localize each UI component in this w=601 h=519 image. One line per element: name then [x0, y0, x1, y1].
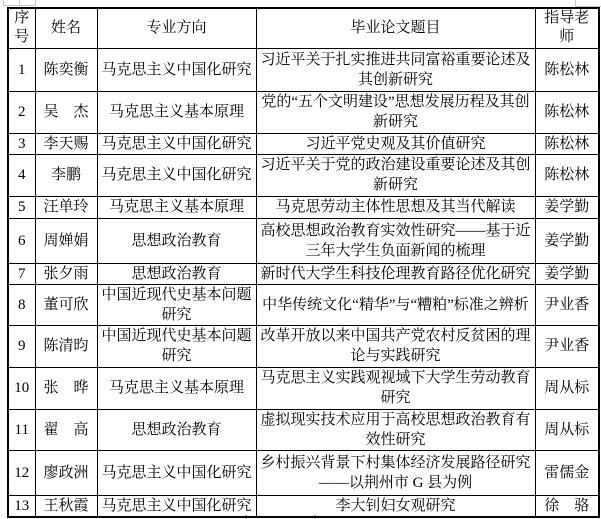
cell-advisor[interactable]: 尹业香 [535, 284, 599, 325]
table-row [8, 495, 599, 517]
table-row [8, 367, 599, 409]
cell-major[interactable]: 马克思主义中国化研究 [97, 133, 256, 154]
cell-advisor[interactable]: 雷儒金 [535, 450, 599, 495]
cell-title[interactable]: 习近平关于党的政治建设重要论述及其创新研究 [256, 154, 535, 196]
crop-artifact-top-left-2 [19, 0, 36, 6]
cell-title[interactable]: 李大钊妇女观研究 [256, 495, 535, 517]
cell-major[interactable]: 思想政治教育 [97, 409, 256, 450]
table-row [8, 48, 599, 91]
table-row [8, 409, 599, 450]
cell-title[interactable]: 习近平关于扎实推进共同富裕重要论述及其创新研究 [256, 48, 535, 91]
thesis-assignment-table [7, 7, 600, 518]
cell-advisor[interactable]: 陈松林 [535, 133, 599, 154]
cell-title[interactable]: 新时代大学生科技伦理教育路径优化研究 [256, 263, 535, 284]
cell-advisor[interactable]: 姜学勤 [535, 263, 599, 284]
cell-name[interactable]: 陈清昀 [35, 325, 97, 367]
cell-name[interactable]: 李天赐 [35, 133, 97, 154]
table-row [8, 196, 599, 218]
cell-title[interactable]: 高校思想政治教育实效性研究——基于近三年大学生负面新闻的梳理 [256, 218, 535, 263]
cell-no[interactable]: 2 [8, 91, 35, 133]
cell-advisor[interactable]: 徐 骆 [535, 495, 599, 517]
cell-advisor[interactable]: 尹业香 [535, 325, 599, 367]
cell-no[interactable]: 6 [8, 218, 35, 263]
table-row [8, 450, 599, 495]
table-row [8, 133, 599, 154]
table-row [8, 91, 599, 133]
crop-artifact-top-right [575, 0, 601, 7]
cell-major[interactable]: 马克思主义基本原理 [97, 196, 256, 218]
cell-name[interactable]: 翟 高 [35, 409, 97, 450]
cell-major[interactable]: 马克思主义中国化研究 [97, 450, 256, 495]
cell-title[interactable]: 虚拟现实技术应用于高校思想政治教育有效性研究 [256, 409, 535, 450]
cell-major[interactable]: 思想政治教育 [97, 218, 256, 263]
table-row [8, 218, 599, 263]
cell-no[interactable]: 13 [8, 495, 35, 517]
cell-title[interactable]: 马克思劳动主体性思想及其当代解读 [256, 196, 535, 218]
col-header-advisor[interactable]: 指导老师 [535, 8, 599, 48]
table-row [8, 325, 599, 367]
col-header-major[interactable]: 专业方向 [97, 8, 256, 48]
cell-no[interactable]: 12 [8, 450, 35, 495]
cell-title[interactable]: 党的“五个文明建设”思想发展历程及其创新研究 [256, 91, 535, 133]
cell-no[interactable]: 5 [8, 196, 35, 218]
table-row [8, 263, 599, 284]
cell-advisor[interactable]: 周从标 [535, 367, 599, 409]
cell-name[interactable]: 李鹏 [35, 154, 97, 196]
cell-title[interactable]: 乡村振兴背景下村集体经济发展路径研究——以荆州市 G 县为例 [256, 450, 535, 495]
cell-name[interactable]: 陈奕衡 [35, 48, 97, 91]
cell-name[interactable]: 汪单玲 [35, 196, 97, 218]
cell-advisor[interactable]: 姜学勤 [535, 218, 599, 263]
cell-advisor[interactable]: 陈松林 [535, 154, 599, 196]
cell-major[interactable]: 马克思主义基本原理 [97, 91, 256, 133]
cell-title[interactable]: 马克思主义实践观视域下大学生劳动教育研究 [256, 367, 535, 409]
cell-no[interactable]: 7 [8, 263, 35, 284]
cell-title[interactable]: 习近平党史观及其价值研究 [256, 133, 535, 154]
cell-name[interactable]: 张夕雨 [35, 263, 97, 284]
col-header-title[interactable]: 毕业论文题目 [256, 8, 535, 48]
cell-no[interactable]: 3 [8, 133, 35, 154]
cell-major[interactable]: 中国近现代史基本问题研究 [97, 325, 256, 367]
cell-no[interactable]: 1 [8, 48, 35, 91]
cell-name[interactable]: 董可欣 [35, 284, 97, 325]
cell-no[interactable]: 8 [8, 284, 35, 325]
cell-major[interactable]: 马克思主义中国化研究 [97, 154, 256, 196]
cell-no[interactable]: 9 [8, 325, 35, 367]
cell-major[interactable]: 马克思主义中国化研究 [97, 48, 256, 91]
cell-no[interactable]: 11 [8, 409, 35, 450]
cell-advisor[interactable]: 陈松林 [535, 91, 599, 133]
cell-no[interactable]: 4 [8, 154, 35, 196]
cell-name[interactable]: 张 晔 [35, 367, 97, 409]
cell-name[interactable]: 王秋霞 [35, 495, 97, 517]
cell-title[interactable]: 中华传统文化“精华”与“糟粕”标准之辨析 [256, 284, 535, 325]
header-row [8, 8, 599, 48]
col-header-name[interactable]: 姓名 [35, 8, 97, 48]
col-header-no[interactable]: 序号 [8, 8, 35, 48]
cell-name[interactable]: 吴 杰 [35, 91, 97, 133]
cell-major[interactable]: 马克思主义中国化研究 [97, 495, 256, 517]
table-row [8, 284, 599, 325]
table-row [8, 154, 599, 196]
cell-title[interactable]: 改革开放以来中国共产党农村反贫困的理论与实践研究 [256, 325, 535, 367]
crop-artifact-top-left-1 [3, 0, 20, 6]
cell-name[interactable]: 廖政洲 [35, 450, 97, 495]
cell-name[interactable]: 周婵娟 [35, 218, 97, 263]
cell-advisor[interactable]: 姜学勤 [535, 196, 599, 218]
cell-advisor[interactable]: 周从标 [535, 409, 599, 450]
cell-major[interactable]: 思想政治教育 [97, 263, 256, 284]
cell-advisor[interactable]: 陈松林 [535, 48, 599, 91]
cell-no[interactable]: 10 [8, 367, 35, 409]
cell-major[interactable]: 马克思主义基本原理 [97, 367, 256, 409]
cell-major[interactable]: 中国近现代史基本问题研究 [97, 284, 256, 325]
